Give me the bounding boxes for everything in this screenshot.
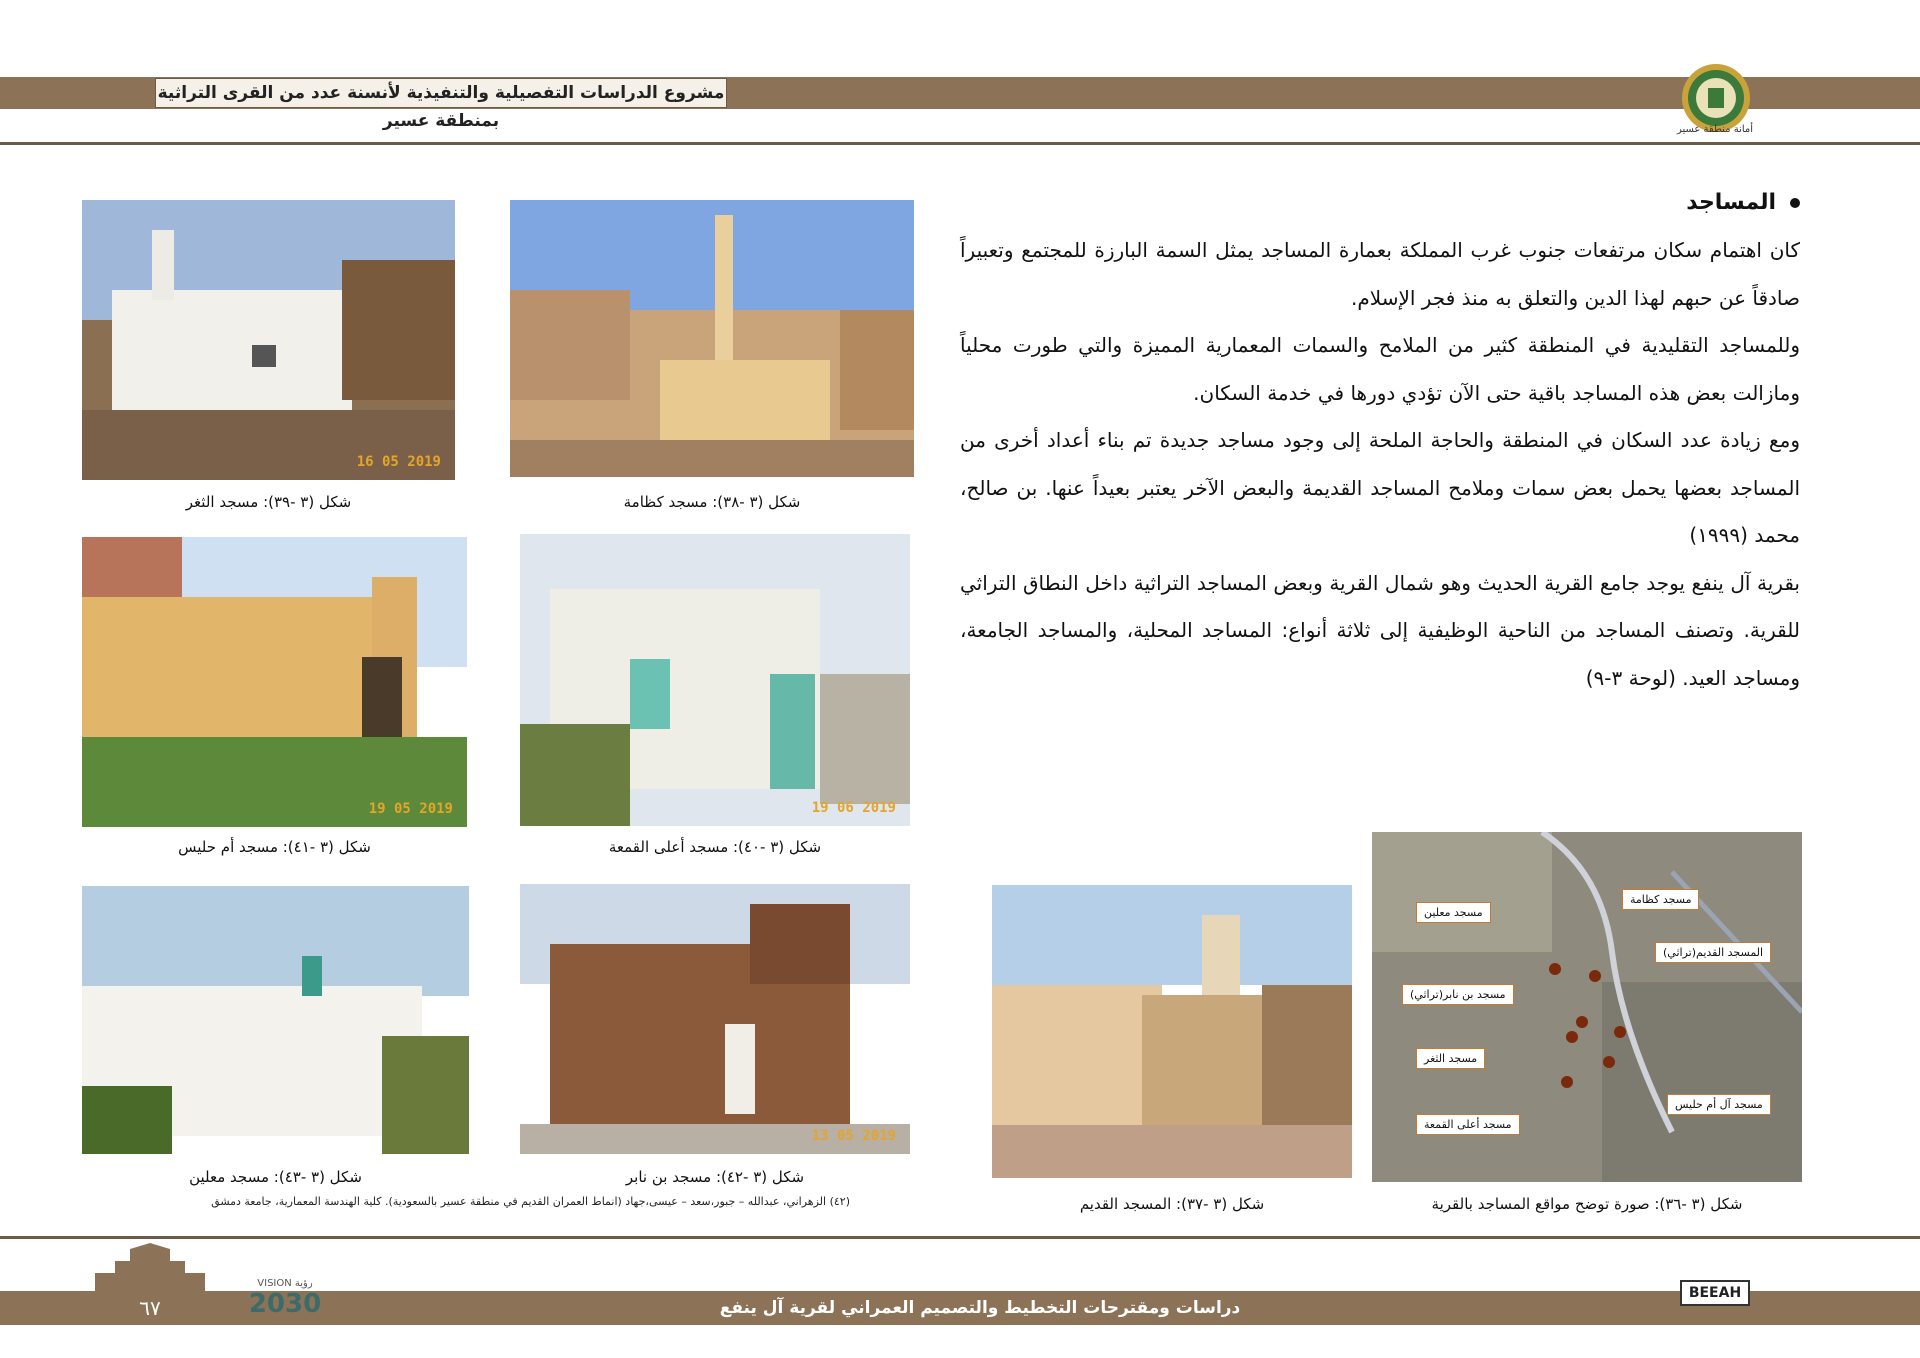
figure-caption: شكل (٣ -٣٩): مسجد الثغر xyxy=(185,493,352,511)
footer-divider xyxy=(0,1236,1920,1239)
figure-caption: شكل (٣ -٣٨): مسجد كظامة xyxy=(623,493,801,511)
vision-year: 2030 xyxy=(248,1289,322,1319)
vision-label: VISION رؤية xyxy=(257,1278,313,1289)
figure-caption: شكل (٣ -٤١): مسجد أم حليس xyxy=(178,838,371,856)
figure-caption: شكل (٣ -٤٣): مسجد معلين xyxy=(189,1168,362,1186)
vision-2030-logo xyxy=(240,1278,330,1330)
photo-mosque-aala-alqamaah xyxy=(520,534,910,826)
map-label: مسجد معلين xyxy=(1416,902,1491,923)
paragraph: ومع زيادة عدد السكان في المنطقة والحاجة الملحة إلى وجود مساجد جديدة تم بناء أعداد أخرى من المساجد بعضها يحمل بعض سمات وملامح المساجد القديمة والبعض الآخر يعتبر بعيداً عنها. بن صالح، محمد (١٩٩٩) xyxy=(960,428,1800,547)
section-text xyxy=(960,185,1800,702)
figure-caption: شكل (٣ -٤٢): مسجد بن نابر xyxy=(625,1168,805,1186)
footer-title: دراسات ومقترحات التخطيط والتصميم العمراني لقرية آل ينفع xyxy=(719,1298,1241,1318)
heritage-building-icon xyxy=(95,1243,205,1293)
figure-caption: شكل (٣ -٣٦): صورة توضح مواقع المساجد بالقرية xyxy=(1431,1195,1743,1213)
beeah-label: BEEAH xyxy=(1680,1280,1750,1306)
photo-mosque-malin xyxy=(82,886,469,1154)
section-heading: المساجد xyxy=(960,185,1800,221)
photo-mosque-umm-halis xyxy=(82,537,467,827)
photo-date: 16 05 2019 xyxy=(356,454,441,470)
header-title: مشروع الدراسات التفصيلية والتنفيذية لأنسنة عدد من القرى التراثية بمنطقة عسير xyxy=(155,78,727,108)
map-mosque-locations xyxy=(1372,832,1802,1182)
page-number: ٦٧ xyxy=(139,1296,161,1320)
map-label: مسجد أعلى القمعة xyxy=(1416,1114,1520,1135)
map-label: مسجد الثغر xyxy=(1416,1048,1485,1069)
beeah-logo xyxy=(1680,1280,1750,1336)
paragraph: وللمساجد التقليدية في المنطقة كثير من الملامح والسمات المعمارية المميزة والتي طورت محلياً ومازالت بعض هذه المساجد باقية حتى الآن تؤدي دورها في خدمة السكان. xyxy=(960,333,1800,405)
photo-date: 13 05 2019 xyxy=(811,1128,896,1144)
map-label: المسجد القديم(تراثي) xyxy=(1655,942,1771,963)
photo-old-mosque xyxy=(992,885,1352,1178)
map-label: مسجد آل أم حليس xyxy=(1667,1094,1771,1115)
logo-caption: أمانة منطقة عسير xyxy=(1676,124,1754,135)
photo-mosque-kazamah xyxy=(510,200,914,477)
photo-mosque-bin-nabir xyxy=(520,884,910,1154)
photo-date: 19 05 2019 xyxy=(368,801,453,817)
figure-caption: شكل (٣ -٣٧): المسجد القديم xyxy=(1079,1195,1265,1213)
figure-caption: شكل (٣ -٤٠): مسجد أعلى القمعة xyxy=(608,838,822,856)
header-divider xyxy=(0,142,1920,145)
map-label: مسجد بن نابر(تراثي) xyxy=(1402,984,1514,1005)
photo-mosque-althaghr xyxy=(82,200,455,480)
footnote: (٤٢) الزهراني، عبدالله – جبور،سعد – عيسى،جهاد (انماط العمران القديم في منطقة عسير بالسعودية). كلية الهندسة المعمارية، جامعة دمشق xyxy=(211,1195,850,1208)
paragraph: بقرية آل ينفع يوجد جامع القرية الحديث وهو شمال القرية وبعض المساجد التراثية داخل النطاق التراثي للقرية. وتصنف المساجد من الناحية الوظيفية إلى ثلاثة أنواع: المساجد المحلية، والمساجد الجامعة، ومساجد العيد. (لوحة ٣-٩) xyxy=(960,570,1800,690)
map-label: مسجد كظامة xyxy=(1622,889,1699,910)
photo-date: 19 06 2019 xyxy=(811,800,896,816)
paragraph: كان اهتمام سكان مرتفعات جنوب غرب المملكة بعمارة المساجد يمثل السمة البارزة للمجتمع وتعبيراً صادقاً عن حبهم لهذا الدين والتعلق به منذ فجر الإسلام. xyxy=(960,238,1800,310)
bullet-icon xyxy=(1790,198,1800,208)
